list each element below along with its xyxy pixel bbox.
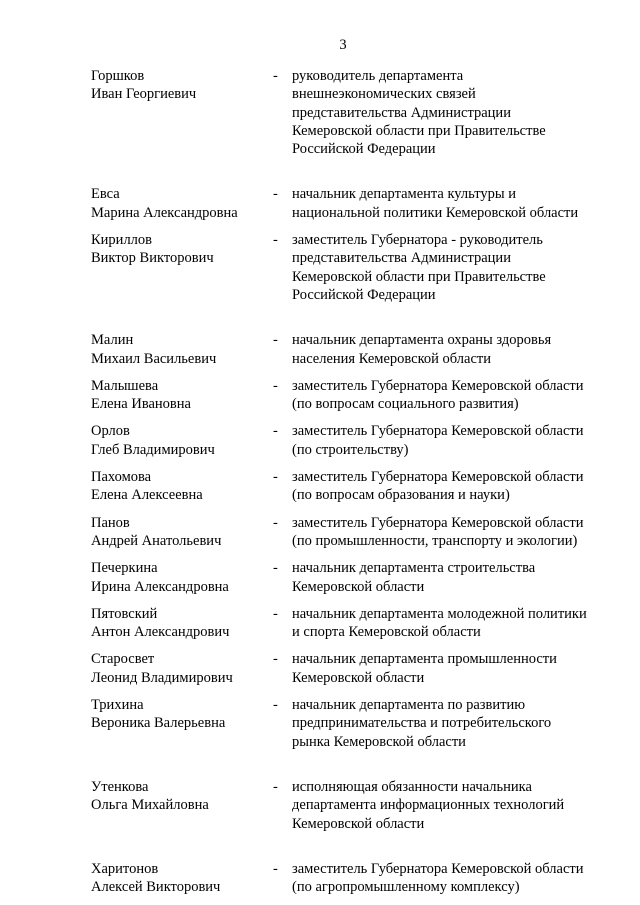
separator-dash: - [273, 651, 278, 668]
member-given-names: Иван Георгиевич [91, 86, 197, 103]
position-line: начальник департамента охраны здоровья [292, 332, 552, 349]
member-name [91, 860, 273, 897]
position-line: (по агропромышленному комплексу) [292, 879, 520, 896]
member-entry [91, 514, 611, 551]
position-line: (по вопросам социального развития) [292, 396, 519, 413]
position-line: заместитель Губернатора Кемеровской области [292, 514, 584, 531]
position-line: предпринимательства и потребительского [292, 715, 552, 732]
member-name [91, 778, 273, 833]
position-line: (по строительству) [292, 441, 409, 458]
member-position [292, 468, 611, 505]
member-given-names: Глеб Владимирович [91, 441, 215, 458]
member-given-names: Леонид Владимирович [91, 669, 233, 686]
member-name [91, 231, 273, 304]
position-line: заместитель Губернатора - руководитель [292, 232, 543, 249]
member-list [91, 67, 611, 905]
member-entry [91, 468, 611, 505]
member-surname: Пятовский [91, 605, 158, 622]
position-line: начальник департамента строительства [292, 560, 536, 577]
member-position [292, 231, 611, 304]
position-line: заместитель Губернатора Кемеровской области [292, 860, 584, 877]
member-name [91, 650, 273, 687]
member-entry [91, 650, 611, 687]
position-line: исполняющая обязанности начальника [292, 778, 532, 795]
position-line: руководитель департамента [292, 68, 464, 84]
position-line: Российской Федерации [292, 141, 436, 158]
separator-dash: - [273, 514, 278, 531]
member-entry [91, 231, 611, 304]
separator-dash: - [273, 68, 278, 84]
member-name [91, 696, 273, 751]
separator-dash: - [273, 560, 278, 577]
position-line: Кемеровской области [292, 669, 425, 686]
position-line: заместитель Губернатора Кемеровской области [292, 377, 584, 394]
position-line: начальник департамента молодежной политики [292, 605, 587, 622]
separator-dash: - [273, 605, 278, 622]
member-name [91, 468, 273, 505]
member-entry [91, 67, 611, 158]
member-given-names: Ольга Михайловна [91, 797, 209, 814]
member-entry [91, 778, 611, 833]
member-given-names: Антон Александрович [91, 624, 230, 641]
position-line: заместитель Губернатора Кемеровской области [292, 469, 584, 486]
member-position [292, 650, 611, 687]
member-name [91, 331, 273, 368]
member-surname: Орлов [91, 423, 130, 440]
position-line: Российской Федерации [292, 286, 436, 303]
separator-dash: - [273, 232, 278, 249]
member-position [292, 860, 611, 897]
member-name [91, 514, 273, 551]
member-name [91, 605, 273, 642]
position-line: департамента информационных технологий [292, 797, 565, 814]
member-position [292, 605, 611, 642]
member-given-names: Михаил Васильевич [91, 350, 217, 367]
member-position [292, 778, 611, 833]
member-given-names: Марина Александровна [91, 204, 238, 221]
member-surname: Харитонов [91, 860, 159, 877]
member-given-names: Алексей Викторович [91, 879, 221, 896]
position-line: начальник департамента по развитию [292, 697, 526, 714]
member-entry [91, 559, 611, 596]
member-given-names: Андрей Анатольевич [91, 532, 222, 549]
member-position [292, 559, 611, 596]
member-entry [91, 331, 611, 368]
position-line: Кемеровской области [292, 815, 425, 832]
member-surname: Печеркина [91, 560, 158, 577]
position-line: Кемеровской области при Правительстве [292, 268, 546, 285]
member-surname: Кириллов [91, 232, 153, 249]
separator-dash: - [273, 423, 278, 440]
position-line: начальник департамента культуры и [292, 186, 516, 203]
separator-dash: - [273, 778, 278, 795]
member-position [292, 422, 611, 459]
member-surname: Старосвет [91, 651, 155, 668]
position-line: Кемеровской области при Правительстве [292, 122, 546, 139]
position-line: (по промышленности, транспорту и экологии) [292, 532, 578, 549]
position-line: Кемеровской области [292, 578, 425, 595]
member-given-names: Елена Алексеевна [91, 487, 203, 504]
separator-dash: - [273, 186, 278, 203]
member-entry [91, 696, 611, 751]
member-given-names: Вероника Валерьевна [91, 715, 226, 732]
position-line: населения Кемеровской области [292, 350, 492, 367]
member-entry [91, 185, 611, 222]
member-surname: Панов [91, 514, 130, 531]
separator-dash: - [273, 860, 278, 877]
member-surname: Трихина [91, 697, 144, 714]
member-name [91, 559, 273, 596]
separator-dash: - [273, 332, 278, 349]
member-surname: Пахомова [91, 469, 152, 486]
member-name [91, 422, 273, 459]
member-surname: Евса [91, 186, 120, 203]
position-line: национальной политики Кемеровской области [292, 204, 579, 221]
member-name [91, 185, 273, 222]
separator-dash: - [273, 469, 278, 486]
separator-dash: - [273, 377, 278, 394]
position-line: заместитель Губернатора Кемеровской области [292, 423, 584, 440]
position-line: начальник департамента промышленности [292, 651, 557, 668]
member-surname: Малин [91, 332, 134, 349]
position-line: представительства Администрации [292, 104, 511, 121]
member-entry [91, 860, 611, 897]
position-line: и спорта Кемеровской области [292, 624, 481, 641]
member-position [292, 696, 611, 751]
member-given-names: Елена Ивановна [91, 396, 191, 413]
member-given-names: Ирина Александровна [91, 578, 229, 595]
separator-dash: - [273, 697, 278, 714]
member-position [292, 67, 611, 158]
member-position [292, 514, 611, 551]
member-position [292, 185, 611, 222]
member-position [292, 331, 611, 368]
member-name [91, 377, 273, 414]
member-given-names: Виктор Викторович [91, 250, 214, 267]
member-entry [91, 377, 611, 414]
member-surname: Горшков [91, 68, 145, 84]
position-line: (по вопросам образования и науки) [292, 487, 510, 504]
position-line: рынка Кемеровской области [292, 733, 466, 750]
member-position [292, 377, 611, 414]
member-name [91, 67, 273, 158]
position-line: внешнеэкономических связей [292, 86, 476, 103]
position-line: представительства Администрации [292, 250, 511, 267]
member-surname: Малышева [91, 377, 159, 394]
page-number: 3 [339, 37, 347, 53]
member-entry [91, 422, 611, 459]
member-entry [91, 605, 611, 642]
member-surname: Утенкова [91, 778, 149, 795]
